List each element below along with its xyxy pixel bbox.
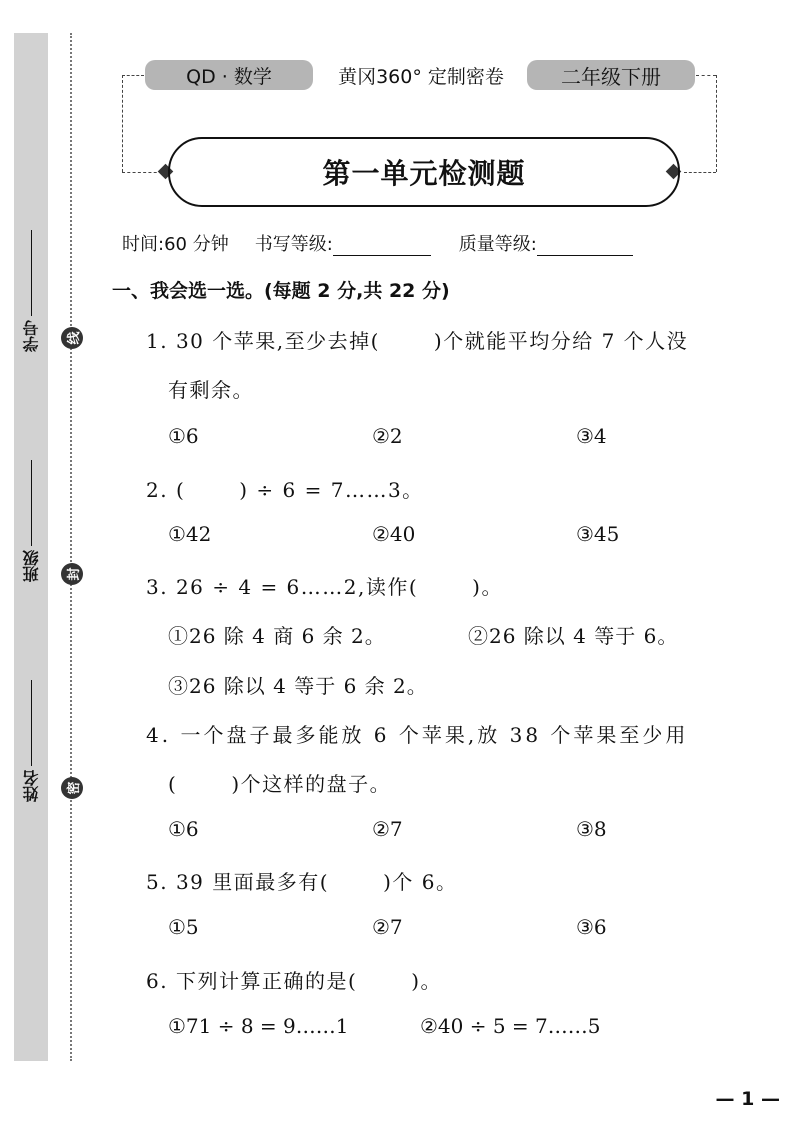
question-4-text-b: )个这样的盘子。 bbox=[231, 772, 392, 796]
name-blank-line bbox=[31, 680, 32, 766]
grade-pill: 二年级下册 bbox=[527, 60, 695, 90]
question-5-option-1[interactable]: ①5 bbox=[168, 915, 199, 939]
question-2-stem bbox=[146, 474, 424, 503]
subject-pill: QD · 数学 bbox=[145, 60, 313, 90]
page-title: 第一单元检测题 bbox=[322, 157, 526, 190]
question-2-option-3[interactable]: ③45 bbox=[576, 522, 620, 546]
left-dash-bottom bbox=[122, 172, 162, 173]
left-dash-vertical bbox=[122, 75, 123, 172]
question-1-text-b: )个就能平均分给 7 个人没 bbox=[433, 329, 689, 353]
question-6-stem bbox=[146, 965, 442, 994]
class-field bbox=[16, 460, 46, 582]
question-1-stem bbox=[146, 325, 688, 354]
question-3-text-a: 3. 26 ÷ 4 = 6……2,读作( bbox=[146, 575, 419, 599]
class-label: 班级 bbox=[21, 550, 41, 582]
brand-title: 黄冈360° 定制密卷 bbox=[338, 65, 504, 88]
question-6-option-2[interactable]: ②40 ÷ 5 = 7……5 bbox=[420, 1014, 601, 1038]
exam-meta-row bbox=[122, 228, 742, 256]
exam-header bbox=[0, 0, 794, 220]
question-5-option-3[interactable]: ③6 bbox=[576, 915, 607, 939]
question-3-option-3[interactable]: ③26 除以 4 等于 6 余 2。 bbox=[168, 674, 428, 698]
time-limit: 时间:60 分钟 bbox=[122, 234, 229, 255]
class-blank-line bbox=[31, 460, 32, 546]
question-4-option-1[interactable]: ①6 bbox=[168, 817, 199, 841]
question-2-option-1[interactable]: ①42 bbox=[168, 522, 212, 546]
question-2-option-2[interactable]: ②40 bbox=[372, 522, 416, 546]
question-4-option-2[interactable]: ②7 bbox=[372, 817, 403, 841]
question-4-stem: 4. 一个盘子最多能放 6 个苹果,放 38 个苹果至少用 bbox=[146, 723, 689, 747]
question-3-option-1[interactable]: ①26 除 4 商 6 余 2。 bbox=[168, 624, 386, 648]
question-5-stem bbox=[146, 866, 457, 895]
section-title: 一、我会选一选。(每题 2 分,共 22 分) bbox=[112, 280, 450, 302]
question-4-stem-line2 bbox=[168, 768, 391, 797]
question-3-stem bbox=[146, 571, 503, 600]
title-frame bbox=[168, 137, 680, 207]
left-dash-top bbox=[122, 75, 144, 76]
question-6-text-a: 6. 下列计算正确的是( bbox=[146, 969, 358, 993]
quality-grade-label: 质量等级: bbox=[458, 234, 537, 255]
writing-grade-blank[interactable] bbox=[333, 235, 431, 256]
name-label: 姓名 bbox=[21, 770, 41, 802]
question-1-option-1[interactable]: ①6 bbox=[168, 424, 199, 448]
writing-grade-label: 书写等级: bbox=[254, 234, 333, 255]
question-1-option-3[interactable]: ③4 bbox=[576, 424, 607, 448]
question-4-text-a: ( bbox=[168, 772, 178, 796]
student-id-field bbox=[16, 230, 46, 352]
question-3-text-b: )。 bbox=[472, 575, 503, 599]
question-6-option-1[interactable]: ①71 ÷ 8 = 9……1 bbox=[168, 1014, 349, 1038]
question-2-text-b: ) ÷ 6 = 7……3。 bbox=[239, 478, 424, 502]
seal-mark-secret: 密 bbox=[61, 777, 83, 799]
question-1-text-a: 1. 30 个苹果,至少去掉( bbox=[146, 329, 380, 353]
quality-grade-blank[interactable] bbox=[537, 235, 633, 256]
right-dash-bottom bbox=[684, 172, 716, 173]
page-number: — 1 — bbox=[715, 1088, 780, 1110]
student-id-label: 学号 bbox=[21, 320, 41, 352]
question-4-option-3[interactable]: ③8 bbox=[576, 817, 607, 841]
question-5-text-a: 5. 39 里面最多有( bbox=[146, 870, 330, 894]
seal-mark-line: 线 bbox=[61, 327, 83, 349]
seal-mark-seal: 封 bbox=[61, 563, 83, 585]
student-id-blank-line bbox=[31, 230, 32, 316]
question-5-text-b: )个 6。 bbox=[383, 870, 458, 894]
question-5-option-2[interactable]: ②7 bbox=[372, 915, 403, 939]
question-6-text-b: )。 bbox=[411, 969, 443, 993]
question-1-stem-line2: 有剩余。 bbox=[168, 378, 254, 402]
question-2-text-a: 2. ( bbox=[146, 478, 186, 502]
question-1-option-2[interactable]: ②2 bbox=[372, 424, 403, 448]
right-dash-top bbox=[696, 75, 716, 76]
name-field bbox=[16, 680, 46, 802]
question-3-option-2[interactable]: ②26 除以 4 等于 6。 bbox=[468, 624, 679, 648]
right-dash-vertical bbox=[716, 75, 717, 172]
